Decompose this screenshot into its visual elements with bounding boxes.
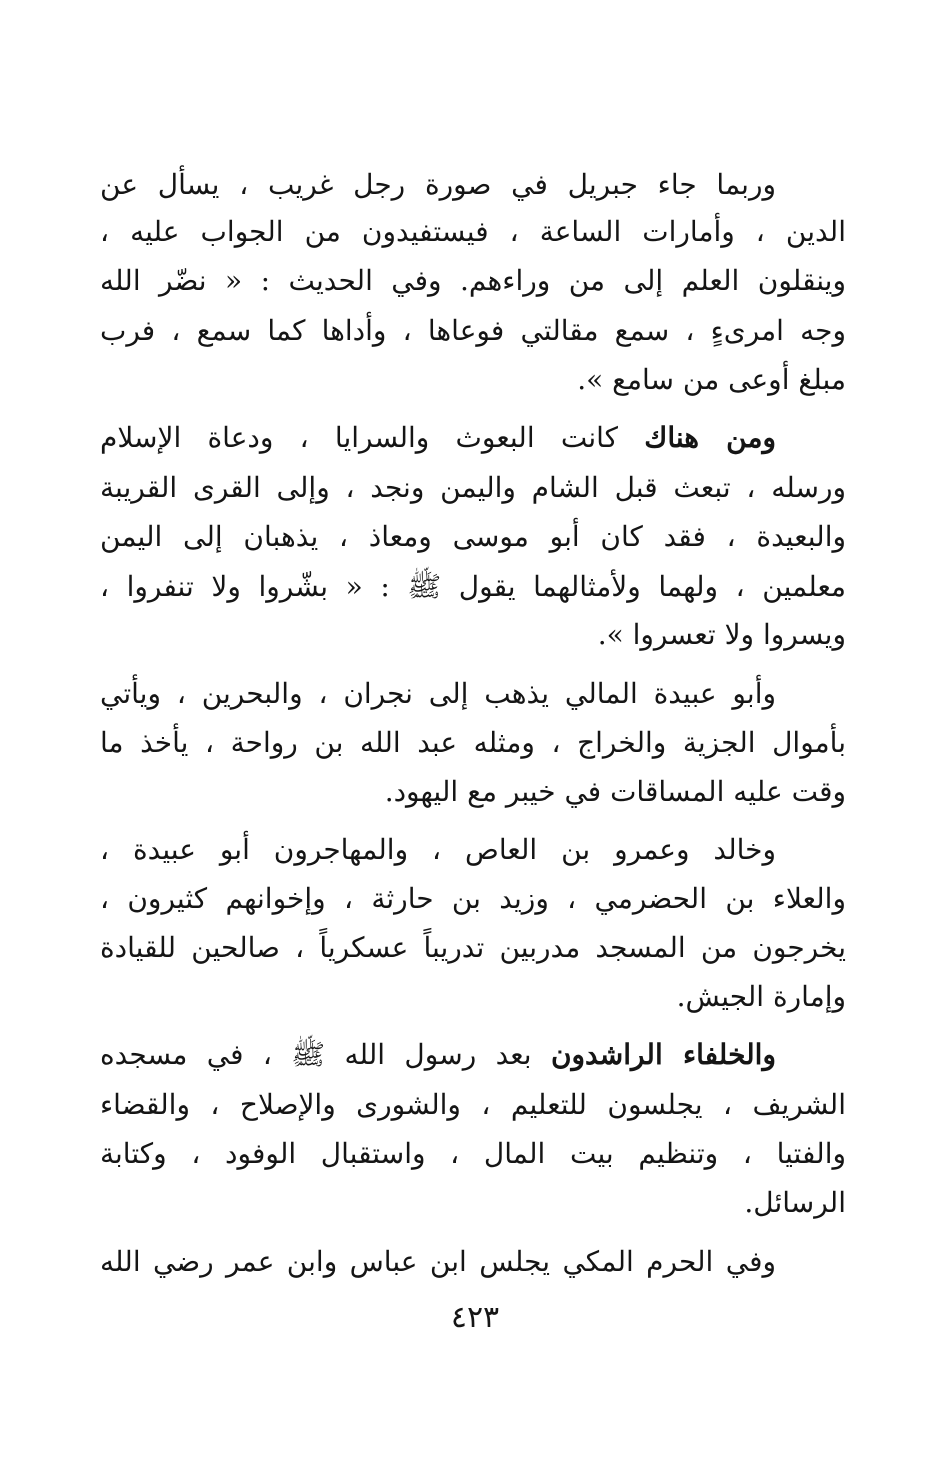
text-line: والعلاء بن الحضرمي ، وزيد بن حارثة ، وإخوانهم كثيرون ،: [100, 882, 846, 915]
text-line: وفي الحرم المكي يجلس ابن عباس وابن عمر رضي الله: [100, 1245, 776, 1278]
text-line: والبعيدة ، فقد كان أبو موسى ومعاذ ، يذهبان إلى اليمن: [100, 520, 846, 553]
text-line: ويسروا ولا تعسروا ».: [597, 618, 846, 651]
text-line: يخرجون من المسجد مدربين تدريباً عسكرياً ، صالحين للقيادة: [100, 931, 846, 964]
text-line: الدين ، وأمارات الساعة ، فيستفيدون من الجواب عليه ،: [100, 215, 846, 248]
text-line: وإمارة الجيش.: [676, 980, 846, 1013]
text-line: [100, 413, 846, 463]
text-line: الرسائل.: [744, 1186, 846, 1219]
text-line: مبلغ أوعى من سامع ».: [577, 363, 846, 396]
text-line: وخالد وعمرو بن العاص ، والمهاجرون أبو عبيدة ،: [100, 833, 776, 866]
paragraph-lead: ومن هناك: [644, 421, 776, 454]
text-line: وقت عليه المساقات في خيبر مع اليهود.: [384, 775, 846, 808]
page-number: ٤٢٣: [450, 1300, 500, 1335]
paragraph-lead: والخلفاء الراشدون: [550, 1038, 776, 1071]
text-line: معلمين ، ولهما ولأمثالهما يقول ﷺ : « بشّروا ولا تنفروا ،: [100, 570, 846, 603]
text-line: ورسله ، تبعث قبل الشام واليمن ونجد ، وإلى القرى القريبة: [100, 471, 846, 504]
text-line: وينقلون العلم إلى من وراءهم. وفي الحديث : « نضّر الله: [100, 264, 846, 297]
text-line: وجه امرىءٍ ، سمع مقالتي فوعاها ، وأداها كما سمع ، فرب: [100, 314, 846, 347]
text-line: والفتيا ، وتنظيم بيت المال ، واستقبال الوفود ، وكتابة: [100, 1137, 846, 1170]
line-rest: بعد رسول الله ﷺ ، في مسجده: [100, 1038, 551, 1071]
line-rest: كانت البعوث والسرايا ، ودعاة الإسلام: [100, 421, 645, 454]
text-line: [100, 1030, 846, 1080]
text-line: الشريف ، يجلسون للتعليم ، والشورى والإصلاح ، والقضاء: [100, 1088, 846, 1121]
text-line: وربما جاء جبريل في صورة رجل غريب ، يسأل عن: [100, 168, 776, 201]
text-line: بأموال الجزية والخراج ، ومثله عبد الله بن رواحة ، يأخذ ما: [100, 726, 846, 759]
text-line: وأبو عبيدة المالي يذهب إلى نجران ، والبحرين ، ويأتي: [100, 677, 776, 710]
